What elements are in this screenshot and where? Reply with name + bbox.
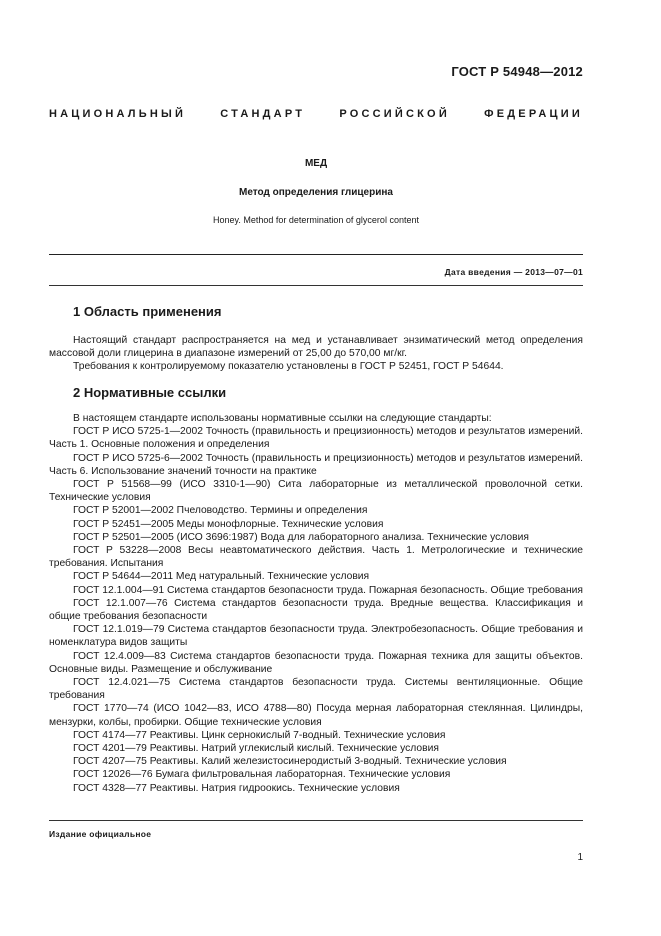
section-1-heading: 1 Область применения	[73, 304, 222, 319]
document-code: ГОСТ Р 54948—2012	[451, 64, 583, 79]
national-standard-banner: НАЦИОНАЛЬНЫЙ СТАНДАРТ РОССИЙСКОЙ ФЕДЕРАЦИИ	[49, 108, 583, 120]
date-divider	[49, 285, 583, 286]
reference-item: ГОСТ 12.1.004—91 Система стандартов безопасности труда. Пожарная безопасность. Общие требования	[73, 584, 583, 596]
reference-item: ГОСТ 12.1.007—76 Система стандартов безопасности труда. Вредные вещества. Классификация и общие требования безопасности	[49, 597, 583, 623]
paragraph: В настоящем стандарте использованы нормативные ссылки на следующие стандарты:	[73, 413, 492, 424]
reference-item: ГОСТ Р 52501—2005 (ИСО 3696:1987) Вода для лабораторного анализа. Технические условия	[73, 531, 529, 543]
footer-divider	[49, 820, 583, 821]
reference-item: ГОСТ Р 54644—2011 Мед натуральный. Технические условия	[73, 571, 370, 583]
reference-item: ГОСТ 12026—76 Бумага фильтровальная лабораторная. Технические условия	[73, 769, 451, 781]
reference-item: ГОСТ Р ИСО 5725-6—2002 Точность (правильность и прецизионность) методов и результатов измерений. Часть 6. Использование значений точности на практике	[49, 452, 583, 477]
reference-item: ГОСТ 4207—75 Реактивы. Калий железистосинеродистый 3-водный. Технические условия	[73, 756, 507, 768]
reference-item: ГОСТ Р 52451—2005 Меды монофлорные. Технические условия	[73, 518, 384, 530]
reference-item: ГОСТ 4174—77 Реактивы. Цинк сернокислый 7-водный. Технические условия	[73, 729, 446, 741]
reference-item: ГОСТ 12.4.009—83 Система стандартов безопасности труда. Пожарная техника для защиты объектов. Основные виды. Размещение и обслуживание	[49, 650, 583, 675]
reference-item: ГОСТ Р 53228—2008 Весы неавтоматического действия. Часть 1. Метрологические и технические требования. Испытания	[49, 545, 583, 570]
title-divider	[49, 254, 583, 255]
section-2-heading: 2 Нормативные ссылки	[73, 385, 227, 400]
reference-item: ГОСТ 1770—74 (ИСО 1042—83, ИСО 4788—80) Посуда мерная лабораторная стеклянная. Цилиндры, мензурки, колбы, пробирки. Общие технические условия	[49, 703, 583, 728]
document-title-english: Honey. Method for determination of glycerol content	[213, 215, 419, 225]
document-subtitle: Метод определения глицерина	[239, 187, 393, 198]
reference-item: ГОСТ Р 51568—99 (ИСО 3310-1—90) Сита лабораторные из металлической проволочной сетки. Технические условия	[49, 479, 583, 504]
document-title: МЕД	[304, 158, 328, 169]
section-2-body	[49, 412, 583, 795]
introduction-date: Дата введения — 2013—07—01	[444, 267, 583, 277]
edition-note: Издание официальное	[49, 829, 152, 839]
reference-item: ГОСТ 12.1.019—79 Система стандартов безопасности труда. Электробезопасность. Общие требования и номенклатура видов защиты	[49, 624, 583, 649]
page-number: 1	[577, 852, 583, 863]
reference-item: ГОСТ 4201—79 Реактивы. Натрий углекислый кислый. Технические условия	[73, 743, 439, 755]
reference-item: ГОСТ Р ИСО 5725-1—2002 Точность (правильность и прецизионность) методов и результатов измерений. Часть 1. Основные положения и определения	[49, 426, 583, 451]
reference-item: ГОСТ 12.4.021—75 Система стандартов безопасности труда. Системы вентиляционные. Общие требования	[49, 677, 583, 702]
reference-item: ГОСТ 4328—77 Реактивы. Натрия гидроокись. Технические условия	[73, 782, 400, 794]
reference-item: ГОСТ Р 52001—2002 Пчеловодство. Термины и определения	[73, 505, 368, 517]
paragraph: Настоящий стандарт распространяется на мед и устанавливает энзиматический метод определения массовой доли глицерина в диапазоне измерений от 25,00 до 570,00 мг/кг.	[49, 335, 583, 360]
section-1-body	[49, 334, 583, 374]
paragraph: Требования к контролируемому показателю установлены в ГОСТ Р 52451, ГОСТ Р 54644.	[73, 361, 504, 373]
